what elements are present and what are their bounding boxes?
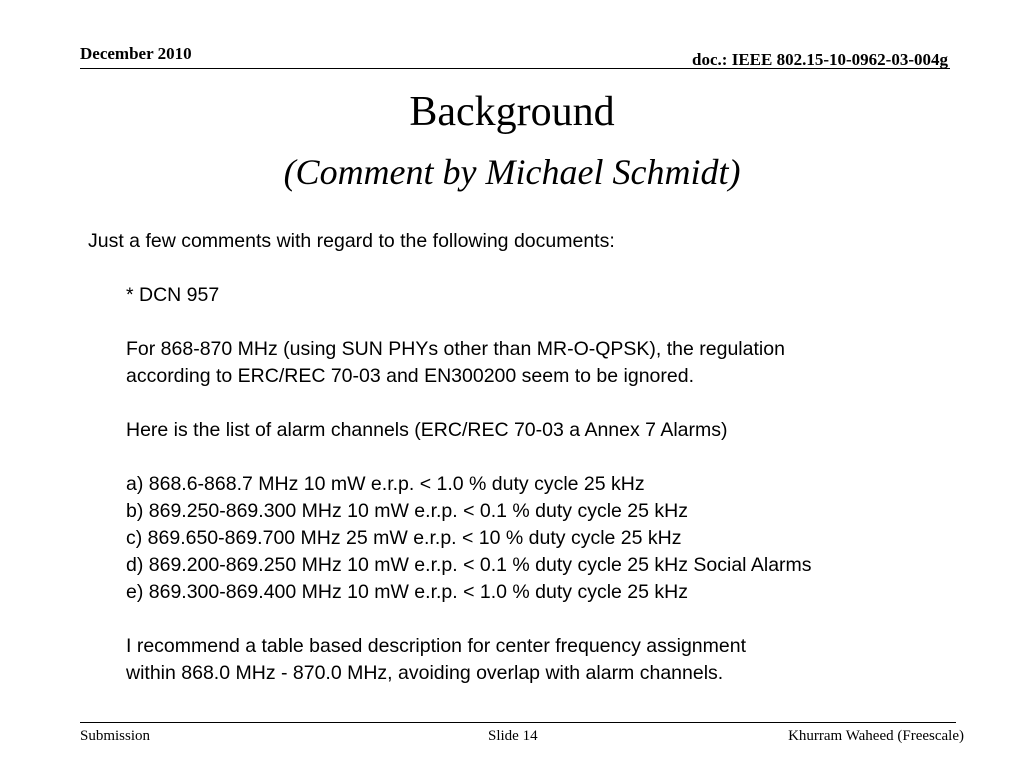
spacer [88, 444, 968, 471]
alarm-channel-item: d) 869.200-869.250 MHz 10 mW e.r.p. < 0.1 % duty cycle 25 kHz Social Alarms [126, 554, 812, 576]
header-doc-id: doc.: IEEE 802.15-10-0962-03-004g [692, 50, 948, 69]
footer-divider [80, 722, 956, 723]
spacer [88, 390, 968, 417]
alarm-channel-item: c) 869.650-869.700 MHz 25 mW e.r.p. < 10 % duty cycle 25 kHz [126, 527, 682, 549]
alarm-channel-item: e) 869.300-869.400 MHz 10 mW e.r.p. < 1.0 % duty cycle 25 kHz [126, 581, 688, 603]
spacer [88, 255, 968, 282]
footer-slide-number: Slide 14 [488, 728, 538, 744]
slide-body [88, 228, 968, 687]
spacer [88, 606, 968, 633]
regulation-text-line-1: For 868-870 MHz (using SUN PHYs other than MR-O-QPSK), the regulation [126, 338, 785, 360]
header-date: December 2010 [80, 44, 192, 63]
footer-author: Khurram Waheed (Freescale) [788, 728, 964, 744]
regulation-text-line-2: according to ERC/REC 70-03 and EN300200 seem to be ignored. [126, 365, 695, 387]
slide-subtitle: (Comment by Michael Schmidt) [283, 152, 741, 192]
intro-text: Just a few comments with regard to the following documents: [88, 230, 615, 252]
alarm-channel-item: b) 869.250-869.300 MHz 10 mW e.r.p. < 0.1 % duty cycle 25 kHz [126, 500, 688, 522]
recommendation-line-2: within 868.0 MHz - 870.0 MHz, avoiding overlap with alarm channels. [126, 662, 724, 684]
alarm-channel-item: a) 868.6-868.7 MHz 10 mW e.r.p. < 1.0 % duty cycle 25 kHz [126, 473, 645, 495]
recommendation-line-1: I recommend a table based description for center frequency assignment [126, 635, 747, 657]
dcn-reference: * DCN 957 [126, 284, 220, 306]
footer-submission: Submission [80, 728, 151, 744]
slide-title: Background [409, 89, 615, 135]
header-divider [80, 68, 950, 69]
spacer [88, 309, 968, 336]
alarm-channels-intro: Here is the list of alarm channels (ERC/REC 70-03 a Annex 7 Alarms) [126, 419, 728, 441]
